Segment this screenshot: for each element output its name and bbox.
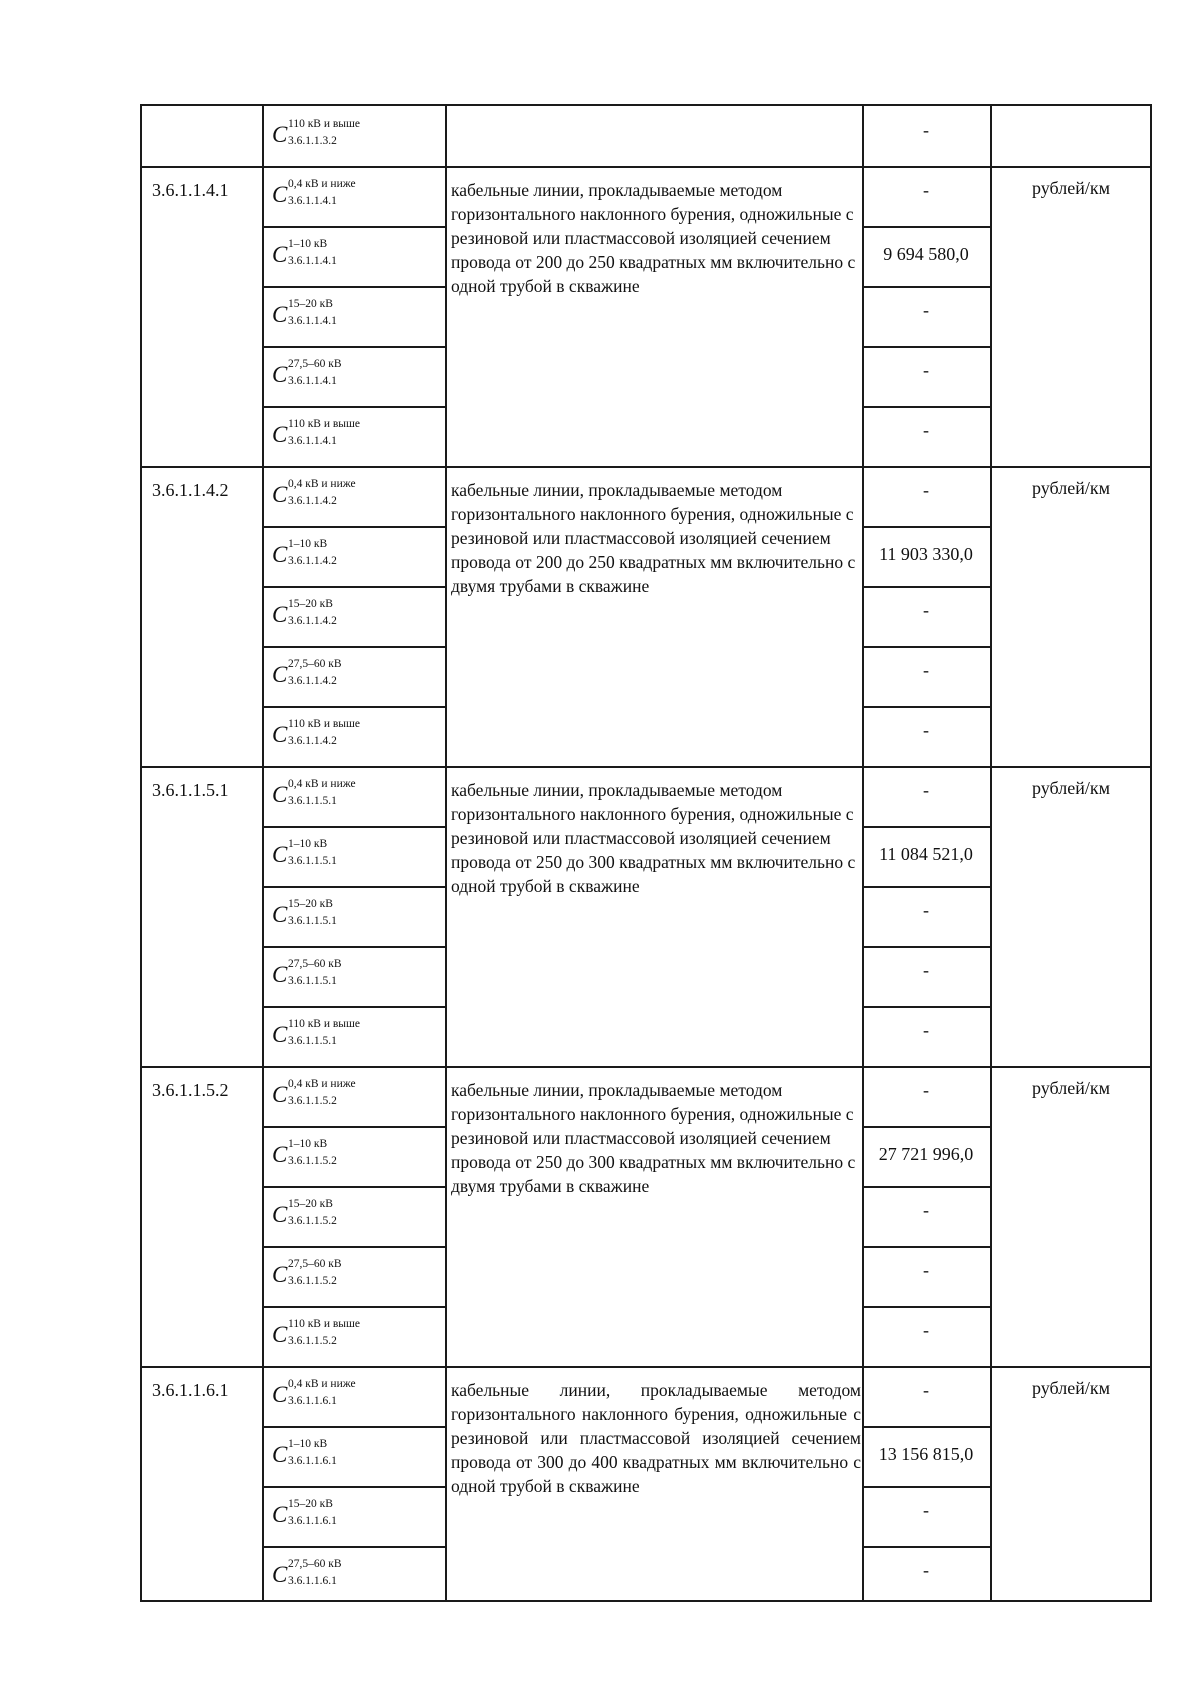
symbol-superscript: 1–10 кВ [288,538,328,550]
table-rule-horizontal [862,286,991,288]
tariff-value: - [923,720,929,740]
item-description: кабельные линии, прокладываемые методом горизонтального наклонного бурения, одножильные с резиновой или пластмассовой изоляцией сечением провода от 300 до 400 квадратных мм включительно с одной трубой в скважине [451,1380,861,1496]
symbol-subscript: 3.6.1.1.4.2 [288,495,337,507]
table-rule-horizontal [262,1246,446,1248]
tariff-value: - [923,960,929,980]
symbol-superscript: 1–10 кВ [288,838,328,850]
table-rule-horizontal [862,526,991,528]
item-code: 3.6.1.1.5.1 [152,780,229,800]
symbol-subscript: 3.6.1.1.4.2 [288,675,337,687]
table-rule-horizontal [862,406,991,408]
table-rule-horizontal [262,1186,446,1188]
symbol-base: C [272,782,288,807]
symbol-superscript: 1–10 кВ [288,238,328,250]
table-rule-horizontal [862,1186,991,1188]
item-description: кабельные линии, прокладываемые методом горизонтального наклонного бурения, одножильные с резиновой или пластмассовой изоляцией сечением провода от 250 до 300 квадратных мм включительно с двумя трубами в скважине [451,1080,856,1196]
symbol-subscript: 3.6.1.1.6.1 [288,1515,337,1527]
symbol-superscript: 27,5–60 кВ [288,1558,342,1570]
table-rule-vertical [140,104,142,1601]
table-rule-horizontal [262,826,446,828]
table-rule-horizontal [862,1426,991,1428]
table-rule-horizontal [862,706,991,708]
symbol-superscript: 0,4 кВ и ниже [288,478,356,490]
symbol-base: C [272,242,288,267]
table-rule-horizontal [262,946,446,948]
table-rule-vertical [990,104,992,1601]
symbol-subscript: 3.6.1.1.4.2 [288,615,337,627]
symbol-subscript: 3.6.1.1.5.1 [288,855,337,867]
tariff-value: 11 903 330,0 [879,544,973,564]
symbol-subscript: 3.6.1.1.5.1 [288,915,337,927]
table-rule-horizontal [262,346,446,348]
symbol-base: C [272,1442,288,1467]
symbol-base: C [272,122,288,147]
table-rule-horizontal [862,946,991,948]
tariff-value: - [923,1320,929,1340]
symbol-superscript: 110 кВ и выше [288,718,360,730]
symbol-superscript: 110 кВ и выше [288,1018,360,1030]
unit-label: рублей/км [1032,1378,1110,1398]
tariff-value: - [923,1260,929,1280]
table-rule-horizontal [862,646,991,648]
symbol-subscript: 3.6.1.1.4.1 [288,435,337,447]
unit-label: рублей/км [1032,1078,1110,1098]
table-rule-vertical [1150,104,1152,1601]
symbol-base: C [272,722,288,747]
table-rule-vertical [445,104,447,1601]
symbol-base: C [272,302,288,327]
tariff-value: 11 084 521,0 [879,844,973,864]
symbol-base: C [272,1022,288,1047]
table-rule-horizontal [862,1126,991,1128]
symbol-base: C [272,662,288,687]
table-rule-horizontal [262,886,446,888]
unit-label: рублей/км [1032,478,1110,498]
symbol-base: C [272,1082,288,1107]
symbol-subscript: 3.6.1.1.5.2 [288,1275,337,1287]
item-code: 3.6.1.1.5.2 [152,1080,229,1100]
symbol-subscript: 3.6.1.1.6.1 [288,1575,337,1587]
tariff-value: - [923,660,929,680]
table-rule-horizontal [262,286,446,288]
symbol-base: C [272,182,288,207]
tariff-value: 9 694 580,0 [883,244,969,264]
table-rule-horizontal [262,586,446,588]
symbol-superscript: 27,5–60 кВ [288,358,342,370]
tariff-value: - [923,1200,929,1220]
symbol-subscript: 3.6.1.1.5.2 [288,1215,337,1227]
item-description: кабельные линии, прокладываемые методом горизонтального наклонного бурения, одножильные с резиновой или пластмассовой изоляцией сечением провода от 250 до 300 квадратных мм включительно с одной трубой в скважине [451,780,856,896]
tariff-value: - [923,600,929,620]
tariff-value: 27 721 996,0 [878,1144,974,1164]
symbol-superscript: 0,4 кВ и ниже [288,1078,356,1090]
symbol-superscript: 0,4 кВ и ниже [288,178,356,190]
item-code: 3.6.1.1.4.1 [152,180,229,200]
table-rule-horizontal [862,1546,991,1548]
item-description: кабельные линии, прокладываемые методом горизонтального наклонного бурения, одножильные с резиновой или пластмассовой изоляцией сечением провода от 200 до 250 квадратных мм включительно с двумя трубами в скважине [451,480,856,596]
symbol-base: C [272,542,288,567]
symbol-base: C [272,1262,288,1287]
tariff-value: - [923,1020,929,1040]
symbol-base: C [272,1562,288,1587]
tariff-value: - [923,1500,929,1520]
table-rule-horizontal [862,586,991,588]
table-rule-horizontal [262,1006,446,1008]
table-rule-horizontal [262,646,446,648]
table-rule-horizontal [262,706,446,708]
symbol-base: C [272,1142,288,1167]
table-rule-horizontal [262,226,446,228]
symbol-superscript: 15–20 кВ [288,1198,333,1210]
tariff-value: - [923,900,929,920]
table-rule-horizontal [262,406,446,408]
table-rule-vertical [262,104,264,1601]
symbol-subscript: 3.6.1.1.5.1 [288,975,337,987]
table-rule-horizontal [140,1366,1152,1368]
symbol-superscript: 110 кВ и выше [288,1318,360,1330]
symbol-base: C [272,1202,288,1227]
symbol-superscript: 15–20 кВ [288,598,333,610]
item-code: 3.6.1.1.6.1 [152,1380,229,1400]
symbol-superscript: 0,4 кВ и ниже [288,1378,356,1390]
tariff-value: - [923,120,929,140]
table-rule-horizontal [140,104,1152,106]
table-rule-horizontal [140,1066,1152,1068]
table-rule-horizontal [262,1306,446,1308]
symbol-superscript: 15–20 кВ [288,298,333,310]
symbol-subscript: 3.6.1.1.4.1 [288,375,337,387]
tariff-value: - [923,1380,929,1400]
symbol-base: C [272,962,288,987]
table-rule-horizontal [862,226,991,228]
unit-label: рублей/км [1032,178,1110,198]
table-rule-horizontal [262,1426,446,1428]
item-description: кабельные линии, прокладываемые методом горизонтального наклонного бурения, одножильные с резиновой или пластмассовой изоляцией сечением провода от 200 до 250 квадратных мм включительно с одной трубой в скважине [451,180,856,296]
symbol-superscript: 1–10 кВ [288,1438,328,1450]
symbol-subscript: 3.6.1.1.4.2 [288,735,337,747]
symbol-superscript: 27,5–60 кВ [288,958,342,970]
table-rule-horizontal [140,166,1152,168]
symbol-base: C [272,602,288,627]
table-rule-horizontal [262,1126,446,1128]
symbol-subscript: 3.6.1.1.5.2 [288,1155,337,1167]
unit-label: рублей/км [1032,778,1110,798]
symbol-base: C [272,1322,288,1347]
table-rule-horizontal [140,766,1152,768]
symbol-superscript: 27,5–60 кВ [288,658,342,670]
symbol-subscript: 3.6.1.1.5.1 [288,1035,337,1047]
table-rule-horizontal [862,1006,991,1008]
tariff-value: 13 156 815,0 [878,1444,974,1464]
tariff-value: - [923,1080,929,1100]
tariff-value: - [923,360,929,380]
table-rule-horizontal [262,526,446,528]
symbol-base: C [272,1382,288,1407]
symbol-subscript: 3.6.1.1.5.2 [288,1335,337,1347]
tariff-value: - [923,420,929,440]
table-rule-horizontal [140,1600,1152,1602]
symbol-base: C [272,842,288,867]
tariff-value: - [923,300,929,320]
symbol-superscript: 1–10 кВ [288,1138,328,1150]
table-rule-horizontal [862,886,991,888]
symbol-subscript: 3.6.1.1.6.1 [288,1455,337,1467]
symbol-superscript: 27,5–60 кВ [288,1258,342,1270]
symbol-base: C [272,482,288,507]
table-rule-horizontal [862,346,991,348]
table-rule-horizontal [862,1306,991,1308]
symbol-subscript: 3.6.1.1.4.1 [288,195,337,207]
symbol-subscript: 3.6.1.1.6.1 [288,1395,337,1407]
tariff-value: - [923,480,929,500]
tariff-value: - [923,180,929,200]
table-rule-horizontal [262,1546,446,1548]
symbol-superscript: 15–20 кВ [288,1498,333,1510]
symbol-base: C [272,1502,288,1527]
tariff-value: - [923,1560,929,1580]
symbol-base: C [272,362,288,387]
symbol-subscript: 3.6.1.1.5.2 [288,1095,337,1107]
symbol-subscript: 3.6.1.1.5.1 [288,795,337,807]
symbol-base: C [272,902,288,927]
item-code: 3.6.1.1.4.2 [152,480,229,500]
table-rule-horizontal [262,1486,446,1488]
symbol-base: C [272,422,288,447]
table-rule-horizontal [140,466,1152,468]
table-rule-horizontal [862,826,991,828]
table-rule-horizontal [862,1246,991,1248]
symbol-superscript: 110 кВ и выше [288,118,360,130]
table-rule-horizontal [862,1486,991,1488]
symbol-superscript: 15–20 кВ [288,898,333,910]
symbol-subscript: 3.6.1.1.3.2 [288,135,337,147]
symbol-subscript: 3.6.1.1.4.1 [288,315,337,327]
symbol-subscript: 3.6.1.1.4.2 [288,555,337,567]
tariff-value: - [923,780,929,800]
symbol-superscript: 110 кВ и выше [288,418,360,430]
symbol-superscript: 0,4 кВ и ниже [288,778,356,790]
symbol-subscript: 3.6.1.1.4.1 [288,255,337,267]
